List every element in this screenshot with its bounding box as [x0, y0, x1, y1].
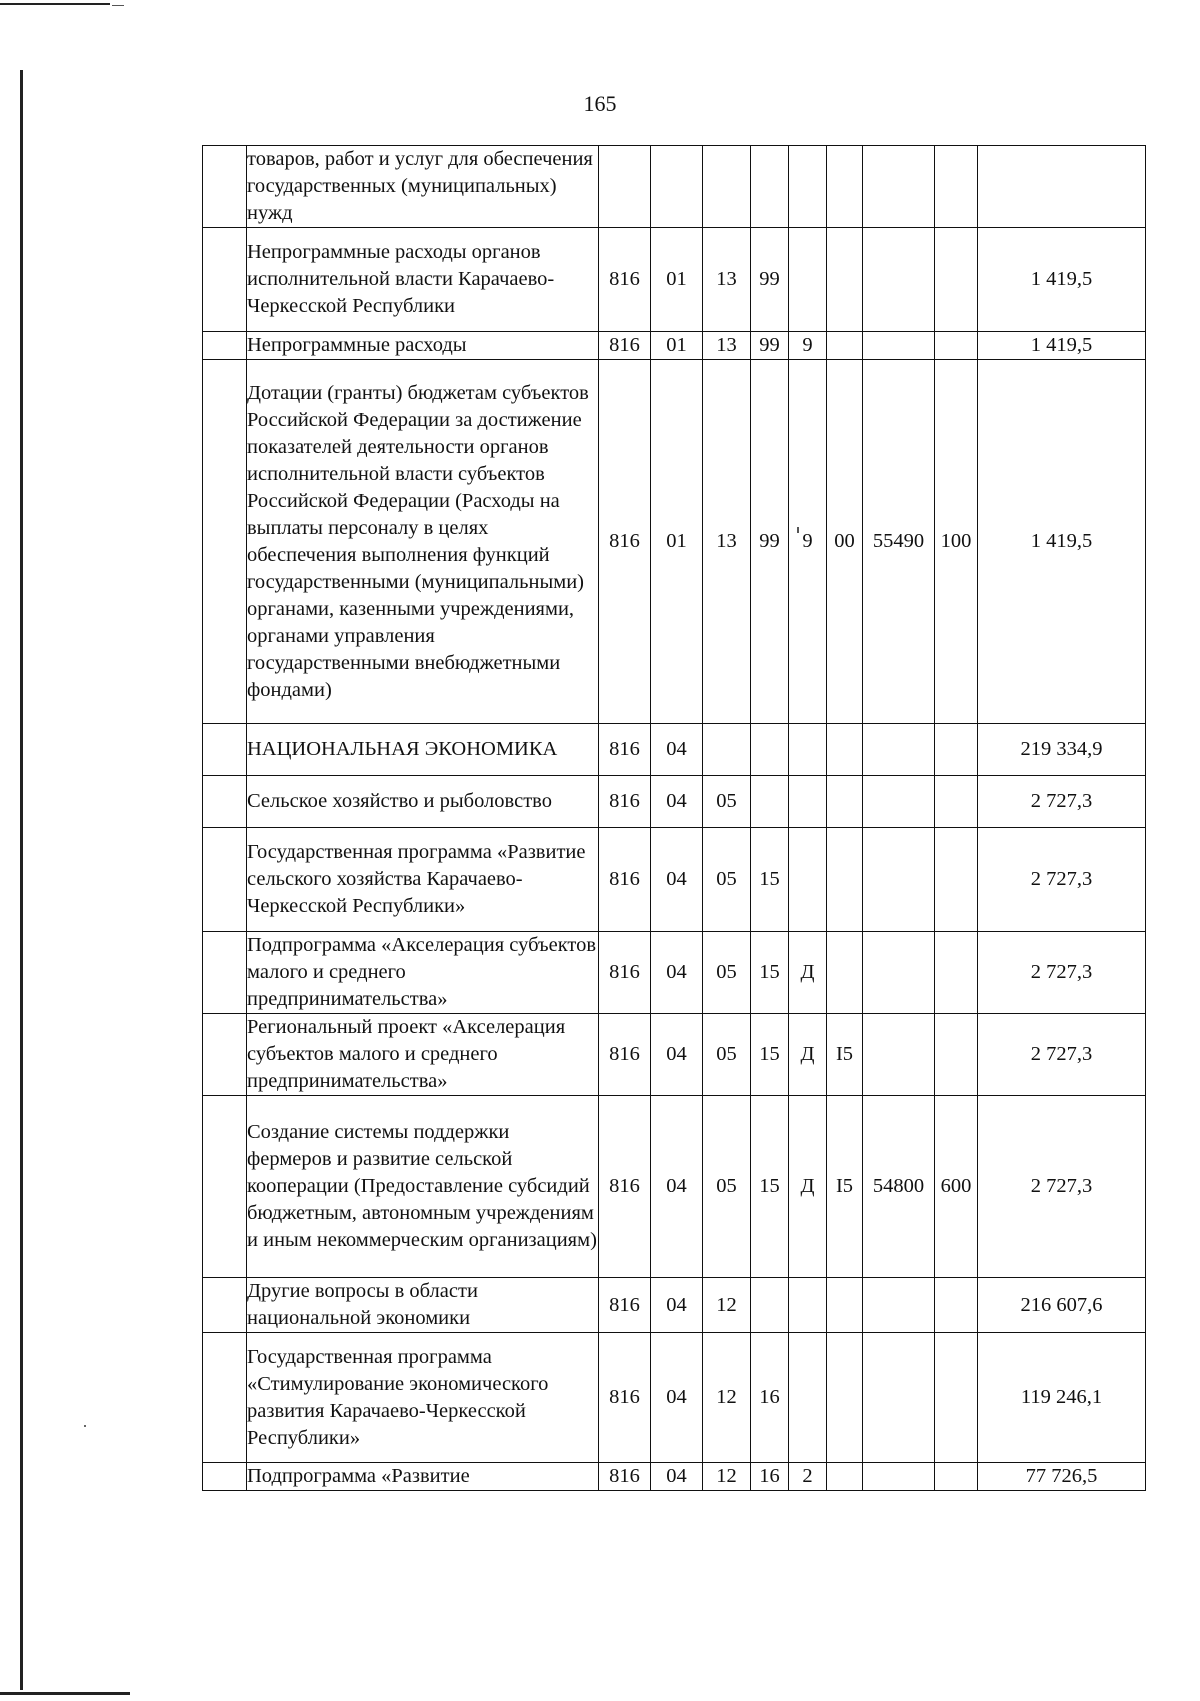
code-pr [703, 146, 751, 228]
code-cs1: 15 [751, 1096, 789, 1278]
code-pr: 13 [703, 332, 751, 360]
code-rz: 04 [651, 1014, 703, 1096]
row-name: товаров, работ и услуг для обеспечения государственных (муниципальных) нужд [247, 146, 599, 228]
scan-edge-bottom [0, 1692, 130, 1695]
scan-speck [84, 1425, 86, 1427]
code-cs2: Д [789, 1014, 827, 1096]
code-ved: 816 [599, 1096, 651, 1278]
amount: 1 419,5 [978, 228, 1146, 332]
table-row [203, 724, 1146, 776]
code-cs1: 99 [751, 360, 789, 724]
code-cs3: I5 [827, 1096, 863, 1278]
code-ved: 816 [599, 776, 651, 828]
code-cs2: 9 [789, 332, 827, 360]
code-cs3 [827, 1278, 863, 1333]
code-cs4 [863, 228, 935, 332]
budget-table [202, 145, 1146, 1491]
code-rz: 01 [651, 332, 703, 360]
row-number-cell [203, 724, 247, 776]
code-cs3 [827, 332, 863, 360]
row-number-cell [203, 228, 247, 332]
table-row [203, 1096, 1146, 1278]
amount: 219 334,9 [978, 724, 1146, 776]
row-number-cell [203, 1333, 247, 1463]
code-cs3 [827, 932, 863, 1014]
code-cs3 [827, 724, 863, 776]
code-rz [651, 146, 703, 228]
code-cs2 [789, 1333, 827, 1463]
row-name: Государственная программа «Развитие сельского хозяйства Карачаево-Черкесской Республики» [247, 828, 599, 932]
table-row [203, 360, 1146, 724]
code-cs4 [863, 932, 935, 1014]
code-cs2 [789, 776, 827, 828]
row-number-cell [203, 828, 247, 932]
code-cs2: Д [789, 1096, 827, 1278]
code-pr: 13 [703, 228, 751, 332]
code-cs1 [751, 146, 789, 228]
code-vr [935, 1463, 978, 1491]
table-row [203, 1463, 1146, 1491]
code-cs4: 55490 [863, 360, 935, 724]
code-pr: 12 [703, 1278, 751, 1333]
code-cs3 [827, 1463, 863, 1491]
code-vr [935, 228, 978, 332]
row-name: Региональный проект «Акселерация субъектов малого и среднего предпринимательства» [247, 1014, 599, 1096]
amount: 216 607,6 [978, 1278, 1146, 1333]
code-pr: 05 [703, 828, 751, 932]
code-ved: 816 [599, 360, 651, 724]
code-cs2 [789, 146, 827, 228]
code-rz: 04 [651, 1096, 703, 1278]
code-rz: 04 [651, 932, 703, 1014]
row-name: Подпрограмма «Акселерация субъектов малого и среднего предпринимательства» [247, 932, 599, 1014]
code-cs4 [863, 332, 935, 360]
code-cs1: 15 [751, 1014, 789, 1096]
code-pr: 05 [703, 1014, 751, 1096]
amount: 2 727,3 [978, 1014, 1146, 1096]
code-pr: 12 [703, 1333, 751, 1463]
code-cs1: 15 [751, 932, 789, 1014]
row-name: НАЦИОНАЛЬНАЯ ЭКОНОМИКА [247, 724, 599, 776]
row-name: Непрограммные расходы [247, 332, 599, 360]
code-cs2 [789, 828, 827, 932]
code-cs1 [751, 724, 789, 776]
amount: 2 727,3 [978, 932, 1146, 1014]
code-cs1 [751, 776, 789, 828]
code-ved: 816 [599, 1278, 651, 1333]
row-number-cell [203, 1278, 247, 1333]
code-ved: 816 [599, 932, 651, 1014]
code-ved: 816 [599, 228, 651, 332]
code-rz: 04 [651, 1463, 703, 1491]
amount: 77 726,5 [978, 1463, 1146, 1491]
code-vr [935, 828, 978, 932]
code-cs3 [827, 828, 863, 932]
code-rz: 04 [651, 1333, 703, 1463]
code-vr: 600 [935, 1096, 978, 1278]
table-row [203, 828, 1146, 932]
row-number-cell [203, 1096, 247, 1278]
code-pr: 12 [703, 1463, 751, 1491]
row-number-cell [203, 1014, 247, 1096]
row-name: Подпрограмма «Развитие [247, 1463, 599, 1491]
code-cs2 [789, 228, 827, 332]
table-row [203, 228, 1146, 332]
row-name: Государственная программа «Стимулирование экономического развития Карачаево-Черкесской Республики» [247, 1333, 599, 1463]
code-ved: 816 [599, 1014, 651, 1096]
code-pr [703, 724, 751, 776]
code-ved: 816 [599, 332, 651, 360]
code-cs4: 54800 [863, 1096, 935, 1278]
table-row [203, 1014, 1146, 1096]
code-cs4 [863, 1333, 935, 1463]
code-vr [935, 724, 978, 776]
code-vr: 100 [935, 360, 978, 724]
amount: 2 727,3 [978, 1096, 1146, 1278]
row-number-cell [203, 146, 247, 228]
amount: 2 727,3 [978, 828, 1146, 932]
code-ved: 816 [599, 1463, 651, 1491]
page-number: 165 [583, 91, 617, 116]
table-row [203, 1333, 1146, 1463]
amount: 119 246,1 [978, 1333, 1146, 1463]
code-rz: 04 [651, 776, 703, 828]
row-name: Другие вопросы в области национальной экономики [247, 1278, 599, 1333]
amount [978, 146, 1146, 228]
code-pr: 13 [703, 360, 751, 724]
code-cs2: Д [789, 932, 827, 1014]
code-rz: 04 [651, 724, 703, 776]
table-row [203, 776, 1146, 828]
code-rz: 01 [651, 228, 703, 332]
code-cs2: 2 [789, 1463, 827, 1491]
code-cs3 [827, 776, 863, 828]
code-rz: 04 [651, 828, 703, 932]
amount: 1 419,5 [978, 360, 1146, 724]
code-rz: 01 [651, 360, 703, 724]
code-cs3: I5 [827, 1014, 863, 1096]
amount: 1 419,5 [978, 332, 1146, 360]
row-number-cell [203, 332, 247, 360]
code-ved: 816 [599, 828, 651, 932]
code-ved: 816 [599, 724, 651, 776]
row-number-cell [203, 776, 247, 828]
code-cs1: 99 [751, 332, 789, 360]
row-name: Дотации (гранты) бюджетам субъектов Российской Федерации за достижение показателей деятельности органов исполнительной власти субъектов Российской Федерации (Расходы на выплаты персоналу в целях обеспечения выполнения функций государственными (муниципальными) органами, казенными учреждениями, органами управления государственными внебюджетными фондами) [247, 360, 599, 724]
code-vr [935, 332, 978, 360]
code-vr [935, 776, 978, 828]
code-pr: 05 [703, 932, 751, 1014]
scan-edge-mark [112, 5, 124, 6]
row-number-cell [203, 1463, 247, 1491]
row-number-cell [203, 360, 247, 724]
code-cs3 [827, 146, 863, 228]
code-vr [935, 1278, 978, 1333]
code-cs1: 99 [751, 228, 789, 332]
row-name: Непрограммные расходы органов исполнительной власти Карачаево-Черкесской Республики [247, 228, 599, 332]
code-pr: 05 [703, 1096, 751, 1278]
scan-edge-left [20, 70, 23, 1690]
code-cs1: 16 [751, 1333, 789, 1463]
code-cs2 [789, 724, 827, 776]
table-row [203, 146, 1146, 228]
code-cs4 [863, 828, 935, 932]
table-row [203, 1278, 1146, 1333]
code-vr [935, 1014, 978, 1096]
code-cs2: 9 [789, 360, 827, 724]
code-ved [599, 146, 651, 228]
code-pr: 05 [703, 776, 751, 828]
code-cs4 [863, 1014, 935, 1096]
code-rz: 04 [651, 1278, 703, 1333]
code-cs1 [751, 1278, 789, 1333]
code-cs3: 00 [827, 360, 863, 724]
amount: 2 727,3 [978, 776, 1146, 828]
scan-edge-top [0, 3, 110, 5]
code-cs1: 15 [751, 828, 789, 932]
code-vr [935, 932, 978, 1014]
row-name: Сельское хозяйство и рыболовство [247, 776, 599, 828]
code-cs3 [827, 1333, 863, 1463]
code-cs4 [863, 776, 935, 828]
code-cs4 [863, 1463, 935, 1491]
row-number-cell [203, 932, 247, 1014]
table-row [203, 932, 1146, 1014]
code-cs1: 16 [751, 1463, 789, 1491]
code-cs4 [863, 146, 935, 228]
code-cs2 [789, 1278, 827, 1333]
code-cs4 [863, 724, 935, 776]
code-cs3 [827, 228, 863, 332]
code-ved: 816 [599, 1333, 651, 1463]
row-name: Создание системы поддержки фермеров и развитие сельской кооперации (Предоставление субсидий бюджетным, автономным учреждениям и иным некоммерческим организациям) [247, 1096, 599, 1278]
table-row [203, 332, 1146, 360]
code-vr [935, 146, 978, 228]
code-cs4 [863, 1278, 935, 1333]
code-vr [935, 1333, 978, 1463]
